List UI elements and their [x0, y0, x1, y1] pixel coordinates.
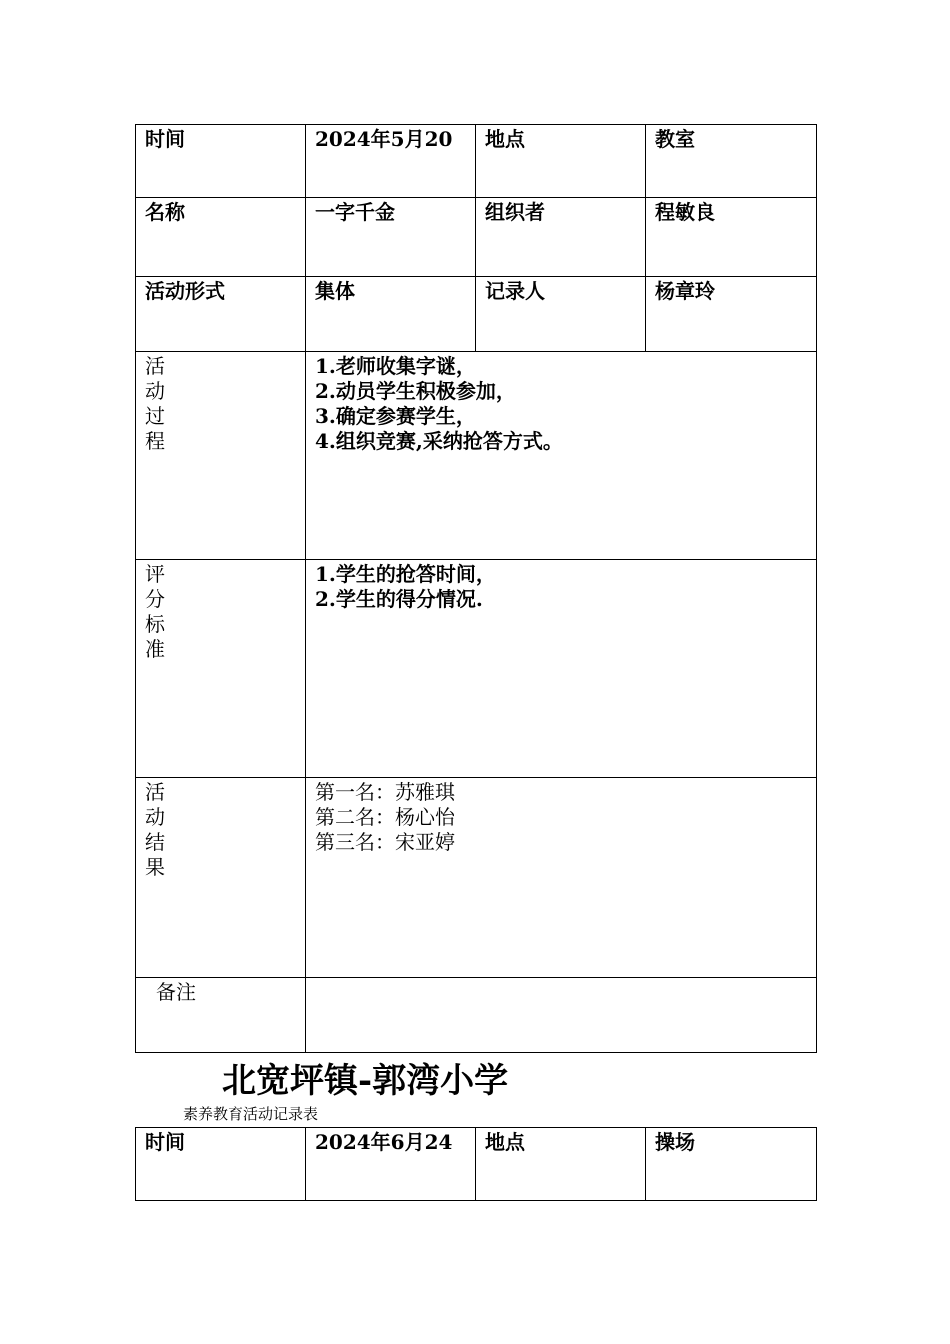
result-content [306, 778, 817, 978]
result-label-char: 果 [145, 855, 165, 879]
organizer-value: 程敏良 [646, 198, 817, 277]
criteria-label [136, 560, 306, 778]
result-line: 第二名：杨心怡 [315, 805, 455, 829]
process-label-char: 动 [145, 379, 165, 403]
criteria-line: 2.学生的得分情况. [315, 587, 483, 611]
process-content [306, 352, 817, 560]
criteria-label-char: 评 [145, 562, 165, 586]
place-label: 地点 [476, 1128, 646, 1201]
place-label: 地点 [476, 125, 646, 198]
result-label [136, 778, 306, 978]
place-value: 操场 [646, 1128, 817, 1201]
activity-record-table-1 [135, 124, 817, 1053]
place-value: 教室 [646, 125, 817, 198]
process-line: 3.确定参赛学生， [315, 404, 476, 428]
result-label-char: 活 [145, 780, 165, 804]
recorder-label: 记录人 [476, 277, 646, 352]
organizer-label: 组织者 [476, 198, 646, 277]
criteria-label-char: 标 [145, 612, 165, 636]
name-label: 名称 [136, 198, 306, 277]
name-value: 一字千金 [306, 198, 476, 277]
time-value: 2024年6月24 [306, 1128, 476, 1201]
criteria-label-char: 准 [145, 637, 165, 661]
time-value: 2024年5月20 [306, 125, 476, 198]
criteria-content [306, 560, 817, 778]
result-label-char: 动 [145, 805, 165, 829]
process-label-char: 活 [145, 354, 165, 378]
process-label-char: 过 [145, 404, 165, 428]
remark-value [306, 978, 817, 1053]
process-line: 2.动员学生积极参加， [315, 379, 516, 403]
time-label: 时间 [136, 1128, 306, 1201]
remark-label: 备注 [136, 978, 306, 1053]
process-label [136, 352, 306, 560]
process-label-char: 程 [145, 429, 165, 453]
form-label: 活动形式 [136, 277, 306, 352]
criteria-line: 1.学生的抢答时间， [315, 562, 496, 586]
result-line: 第一名：苏雅琪 [315, 780, 455, 804]
school-title: 北宽坪镇-郭湾小学 [222, 1061, 509, 1101]
criteria-label-char: 分 [145, 587, 165, 611]
process-line: 1.老师收集字谜， [315, 354, 476, 378]
recorder-value: 杨章玲 [646, 277, 817, 352]
result-line: 第三名：宋亚婷 [315, 830, 455, 854]
time-label: 时间 [136, 125, 306, 198]
result-label-char: 结 [145, 830, 165, 854]
activity-record-table-2 [135, 1127, 817, 1201]
form-value: 集体 [306, 277, 476, 352]
form-subtitle: 素养教育活动记录表 [183, 1105, 319, 1123]
process-line: 4.组织竞赛,采纳抢答方式。 [315, 429, 563, 453]
